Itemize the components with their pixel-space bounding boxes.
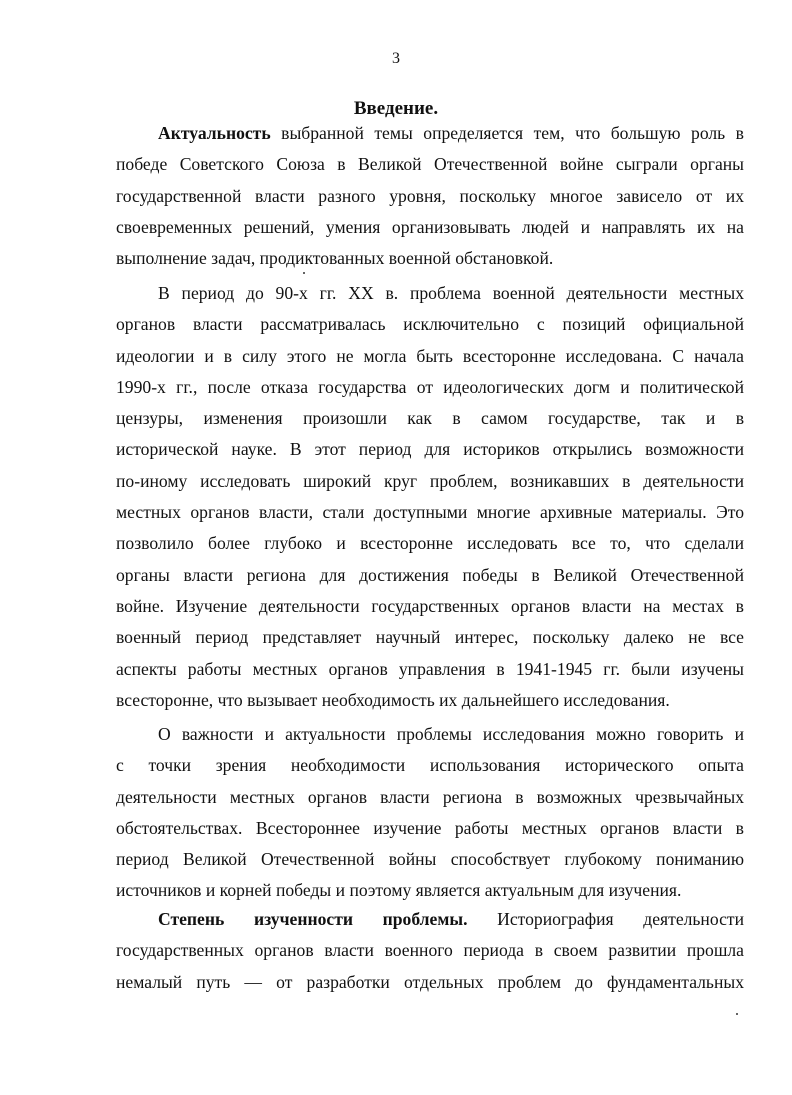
bold-lead: Актуальность <box>158 123 271 143</box>
text-line <box>116 118 744 149</box>
page-title: Введение. <box>353 98 439 119</box>
text-span: выбранной темы определяется тем, что большую роль в <box>270 123 744 143</box>
bold-lead: Степень изученности проблемы. <box>158 909 468 929</box>
text-line: В период до 90-х гг. XX в. проблема военной деятельности местных <box>158 283 744 303</box>
paragraph-degree-of-study <box>116 904 744 998</box>
text-line: источников и корней победы и поэтому является актуальным для изучения. <box>116 880 682 901</box>
paragraph-relevance <box>116 118 744 274</box>
scan-artifact <box>736 1013 738 1015</box>
text-line: с точки зрения необходимости использования исторического опыта <box>116 755 744 776</box>
text-line: по-иному исследовать широкий круг проблем, возникавших в деятельности <box>116 470 744 491</box>
text-line: государственной власти разного уровня, поскольку многое зависело от их <box>116 185 744 206</box>
text-line: органы власти региона для достижения победы в Великой Отечественной <box>116 564 744 585</box>
paragraph-importance <box>116 719 744 907</box>
text-line <box>116 904 744 935</box>
text-line: исторической науке. В этот период для историков открылись возможности <box>116 439 744 460</box>
text-line: идеологии и в силу этого не могла быть всесторонне исследована. С начала <box>116 345 744 366</box>
text-line: военный период представляет научный интерес, поскольку далеко не все <box>116 627 744 648</box>
text-span: Историография деятельности <box>467 909 744 929</box>
text-line: местных органов власти, стали доступными многие архивные материалы. Это <box>116 502 744 523</box>
paragraph-historiography-period <box>116 278 744 716</box>
scan-artifact <box>303 272 305 274</box>
page-number: 3 <box>392 50 400 67</box>
text-line: деятельности местных органов власти региона в возможных чрезвычайных <box>116 786 744 807</box>
text-line: обстоятельствах. Всестороннее изучение работы местных органов власти в <box>116 817 744 838</box>
text-line: всесторонне, что вызывает необходимость их дальнейшего исследования. <box>116 689 670 710</box>
text-line: позволило более глубоко и всесторонне исследовать все то, что сделали <box>116 533 744 554</box>
text-line: войне. Изучение деятельности государственных органов власти на местах в <box>116 595 744 616</box>
text-line: цензуры, изменения произошли как в самом государстве, так и в <box>116 408 744 429</box>
text-line: органов власти рассматривалась исключительно с позиций официальной <box>116 314 744 335</box>
text-line: своевременных решений, умения организовывать людей и направлять их на <box>116 216 744 237</box>
text-line: выполнение задач, продиктованных военной обстановкой. <box>116 248 554 269</box>
text-line: аспекты работы местных органов управления в 1941-1945 гг. были изучены <box>116 658 744 679</box>
text-line: 1990-х гг., после отказа государства от идеологических догм и политической <box>116 376 744 397</box>
text-line: период Великой Отечественной войны способствует глубокому пониманию <box>116 849 744 870</box>
text-line: О важности и актуальности проблемы исследования можно говорить и <box>158 724 744 744</box>
text-line: победе Советского Союза в Великой Отечественной войне сыграли органы <box>116 154 744 175</box>
text-line: государственных органов власти военного периода в своем развитии прошла <box>116 940 744 961</box>
text-line: немалый путь — от разработки отдельных проблем до фундаментальных <box>116 971 744 992</box>
